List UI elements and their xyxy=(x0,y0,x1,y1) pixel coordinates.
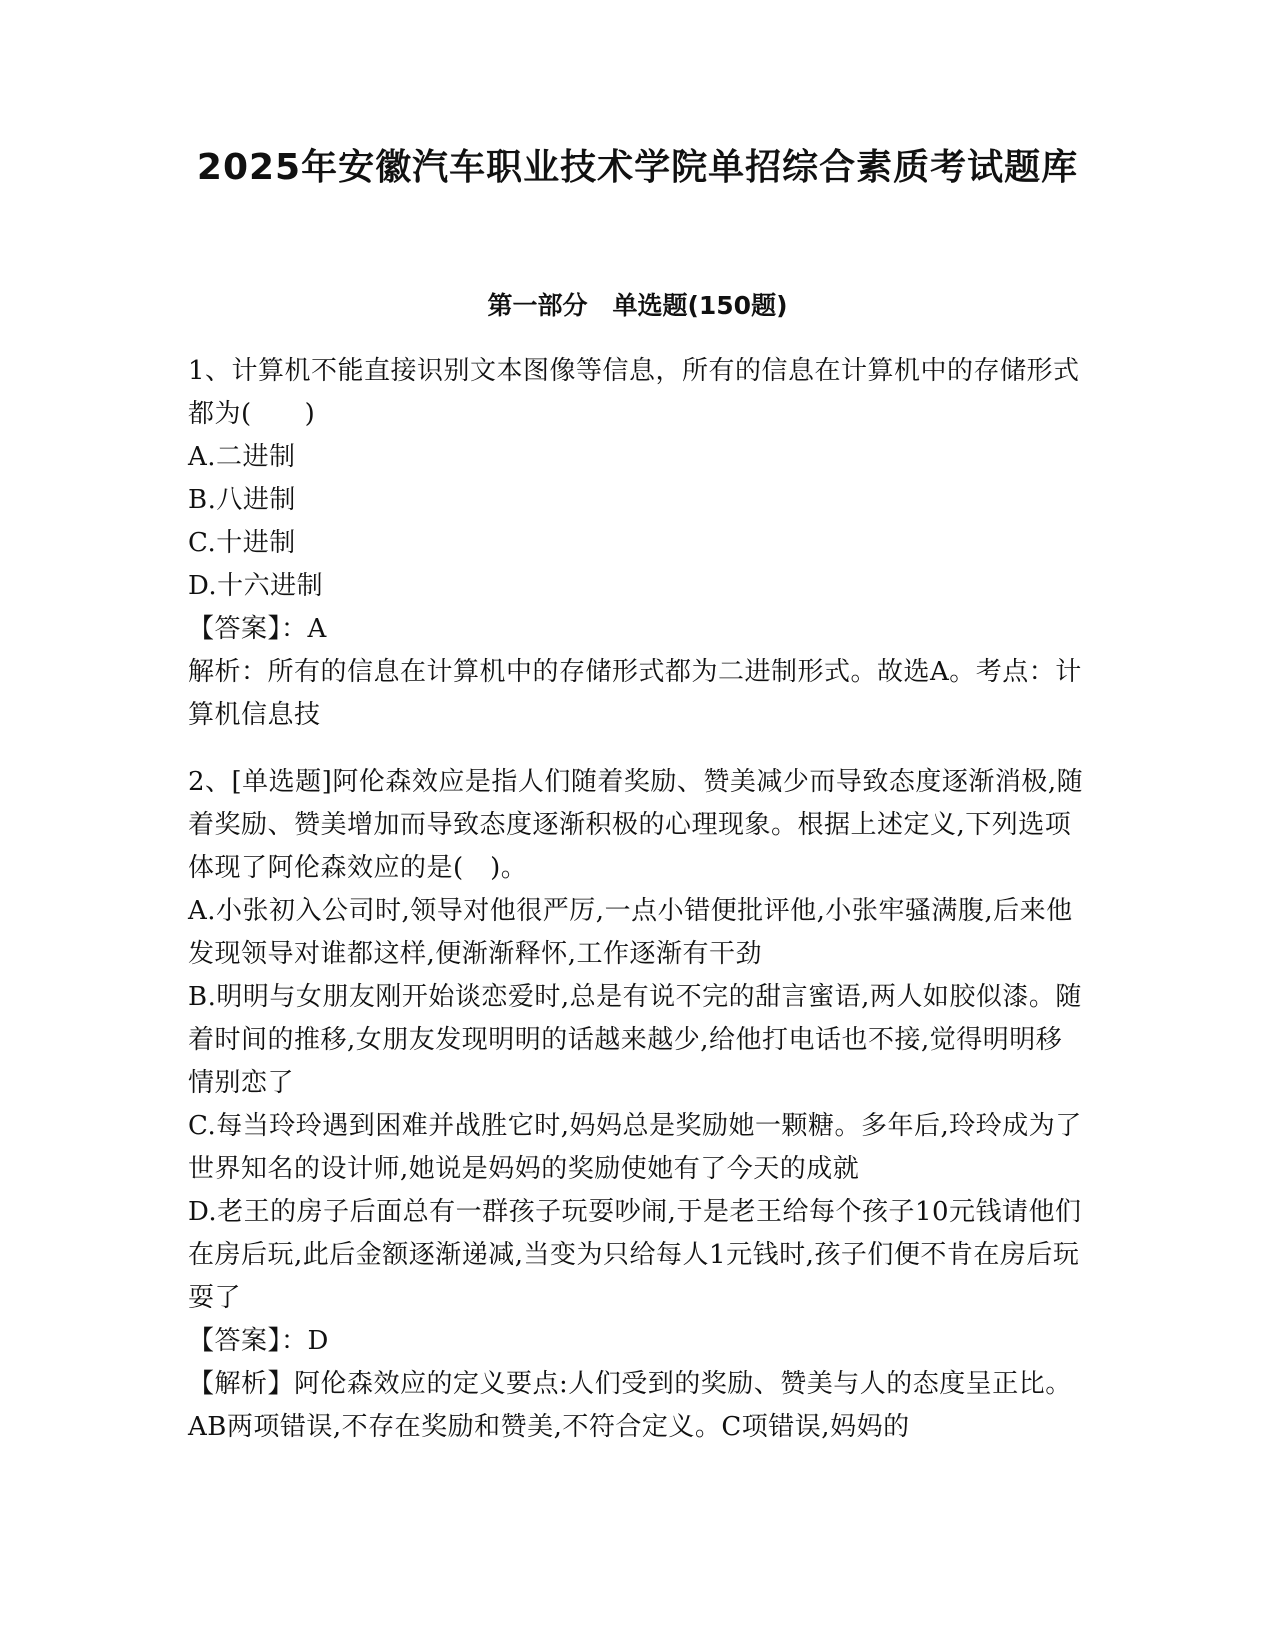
option-b: B.明明与女朋友刚开始谈恋爱时,总是有说不完的甜言蜜语,两人如胶似漆。随着时间的推移,女朋友发现明明的话越来越少,给他打电话也不接,觉得明明移情别恋了 xyxy=(188,982,1082,1098)
analysis: 解析：所有的信息在计算机中的存储形式都为二进制形式。故选A。考点：计算机信息技 xyxy=(188,657,1082,730)
question-2 xyxy=(188,761,1088,1449)
option-d: D.老王的房子后面总有一群孩子玩耍吵闹,于是老王给每个孩子10元钱请他们在房后玩,此后金额逐渐递减,当变为只给每人1元钱时,孩子们便不肯在房后玩耍了 xyxy=(188,1197,1082,1313)
document-title: 2025年安徽汽车职业技术学院单招综合素质考试题库 xyxy=(196,147,1079,188)
option-d: D.十六进制 xyxy=(188,571,324,601)
option-b: B.八进制 xyxy=(188,485,296,515)
option-a: A.小张初入公司时,领导对他很严厉,一点小错便批评他,小张牢骚满腹,后来他发现领导对谁都这样,便渐渐释怀,工作逐渐有干劲 xyxy=(188,896,1073,969)
option-a: A.二进制 xyxy=(188,442,296,472)
option-c: C.十进制 xyxy=(188,528,296,558)
analysis: 【解析】阿伦森效应的定义要点:人们受到的奖励、赞美与人的态度呈正比。AB两项错误,不存在奖励和赞美,不符合定义。C项错误,妈妈的 xyxy=(188,1369,1072,1442)
answer: 【答案】：D xyxy=(188,1326,329,1356)
question-stem: 1、计算机不能直接识别文本图像等信息，所有的信息在计算机中的存储形式都为( ) xyxy=(188,356,1080,429)
answer: 【答案】：A xyxy=(188,614,327,644)
section-heading: 第一部分 单选题(150题) xyxy=(487,291,788,320)
question-1 xyxy=(188,350,1088,737)
option-c: C.每当玲玲遇到困难并战胜它时,妈妈总是奖励她一颗糖。多年后,玲玲成为了世界知名的设计师,她说是妈妈的奖励使她有了今天的成就 xyxy=(188,1111,1082,1184)
question-list xyxy=(188,350,1088,1473)
question-stem: 2、[单选题]阿伦森效应是指人们随着奖励、赞美减少而导致态度逐渐消极,随着奖励、赞美增加而导致态度逐渐积极的心理现象。根据上述定义,下列选项体现了阿伦森效应的是( )。 xyxy=(188,767,1084,883)
